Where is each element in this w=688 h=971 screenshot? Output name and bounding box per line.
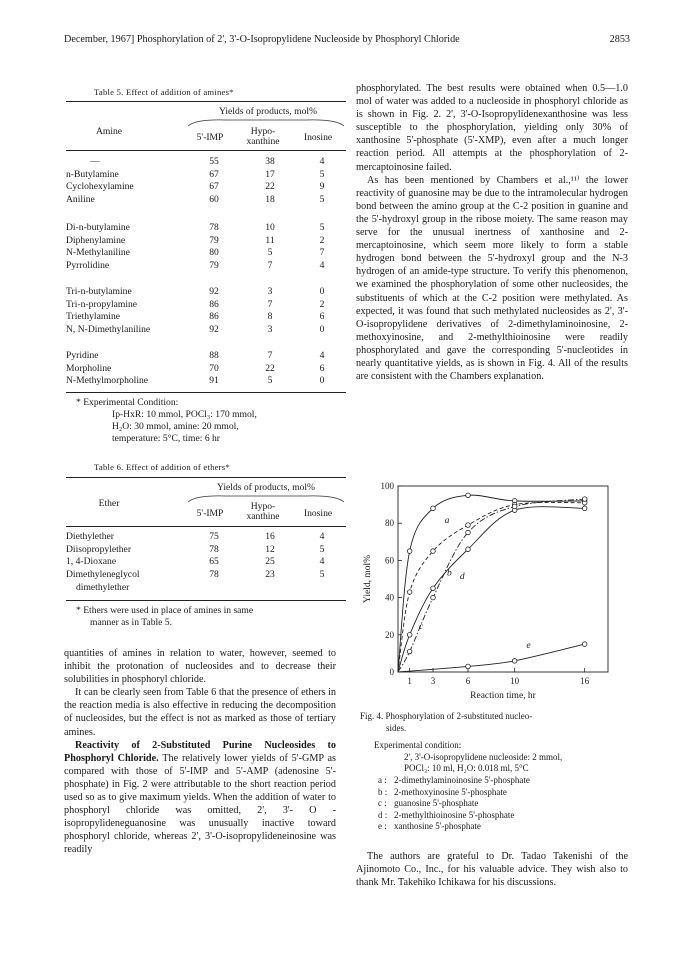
- table5-caption: Table 5. Effect of addition of amines*: [94, 87, 234, 97]
- series-d-point: [407, 649, 412, 654]
- table6-col-ether: Ether: [98, 498, 120, 509]
- acknowledgement: The authors are grateful to Dr. Tadao Takenishi of the Ajinomoto Co., Inc., for his valuable advice. They wish also to thank Mr. Takehiko Ichikawa for his discussions.: [356, 851, 628, 889]
- y-tick-label: 60: [385, 555, 394, 566]
- series-d-point: [512, 504, 517, 509]
- series-d-point: [431, 595, 436, 600]
- table-row: Diphenylamine 79 11 2: [66, 234, 325, 246]
- y-axis-label: Yield, mol%: [363, 554, 373, 604]
- table-row: 1, 4-Dioxane 65 25 4: [66, 556, 325, 568]
- table-row: Di-n-butylamine 78 10 5: [66, 222, 325, 233]
- exp-line-2: POCl₃: 10 ml, H₂O: 0.018 ml, 5°C: [404, 763, 529, 774]
- table5-col-amine: Amine: [95, 126, 123, 137]
- series-b-point: [466, 523, 471, 528]
- series-a-label: a: [444, 516, 450, 527]
- table6-col-inosine: Inosine: [303, 508, 333, 519]
- table6-note-2: manner as in Table 5.: [90, 617, 173, 628]
- table-row: Tri-n-butylamine 92 3 0: [66, 286, 325, 297]
- figure-caption-line-2: sides.: [386, 722, 407, 733]
- left-paragraph-3: Reactivity of 2-Substituted Purine Nucleosides to Phosphoryl Chloride. The relatively lower yields of 5'-GMP as compared with those of 5'-IMP and 5'-AMP (adenosine 5'-phosphate) in Fig. 2 were attributable to the short reaction period used so as to give maximum yields. When the addition of water to phosphoryl chloride was omitted, 2', 3'- O -isopropylideneguanosine was unusually inactive toward phosphoryl chloride, whereas 2', 3'-O-isopropylideneinosine was readily: [64, 739, 336, 856]
- table-row: Dimethyleneglycol 78 23 5: [66, 568, 325, 580]
- series-e-point: [466, 664, 471, 669]
- table-row: dimethylether: [76, 581, 130, 593]
- legend-item: c : guanosine 5'-phosphate: [378, 798, 479, 809]
- left-body-text: [64, 647, 336, 857]
- table5-note-3: H₂O: 30 mmol, amine: 20 mmol,: [112, 421, 239, 432]
- legend-item: d : 2-methylthioinosine 5'-phosphate: [378, 809, 515, 820]
- exp-title: Experimental condition:: [374, 740, 462, 750]
- right-paragraph-2: As has been mentioned by Chambers et al.,¹¹⁾ the lower reactivity of guanosine may be due to the intramolecular hydrogen bond between the amino group at the C-2 position in guanine and the 5'-hydroxyl group in the ribose moiety. The same reason may serve for the unusual inertness of xanthosine and 2-mercaptoinosine, which seem more likely to form a stable hydrogen bond between the 5'-hydroxyl group and the N-3 hydrogen of an amide-type structure. To verify this phenomenon, we examined the phosphorylation of some other nucleosides, the substituents of which at the C-2 position were methylated. As expected, it was found that such methylated nucleosides as 2', 3'-O-isopropylidene derivatives of 2-dimethylaminoinosine, 2-methoxyinosine, and 2-methylthioinosine were readily phosphorylated and gave the corresponding 5'-nucleotides in nearly quantitative yields, as is shown in Fig. 4. All of the results are consistent with the Chambers explanation.: [356, 174, 628, 383]
- table-row: N-Methylaniline 80 5 7: [66, 247, 325, 259]
- table6-group-header: Yields of products, mol%: [216, 482, 316, 493]
- table-row: n-Butylamine 67 17 5: [66, 168, 325, 180]
- y-tick-label: 100: [380, 481, 394, 491]
- table6-body: [66, 531, 346, 594]
- table6-bottom-rule: [66, 600, 346, 601]
- series-b-label: b: [447, 568, 452, 579]
- series-e-point: [512, 659, 517, 664]
- table5-col-inosine: Inosine: [303, 132, 333, 143]
- y-tick-label: 80: [385, 518, 394, 529]
- table5-note-4: temperature: 5°C, time: 6 hr: [112, 433, 221, 444]
- series-e-label: e: [526, 640, 531, 651]
- left-paragraph-1: quantities of amines in relation to water, however, seemed to inhibit the protonation of nucleosides and to decrease their solubilities in phosphoryl chloride.: [64, 648, 336, 686]
- plot-frame: [398, 486, 608, 672]
- x-tick-label: 6: [465, 676, 471, 686]
- table-row: Diethylether 75 16 4: [66, 531, 325, 542]
- legend-item: e : xanthosine 5'-phosphate: [378, 821, 481, 832]
- table6-note-1: * Ethers were used in place of amines in same: [76, 605, 254, 616]
- series-d-point: [582, 497, 587, 502]
- table6-col-hypo-1: Hypo-: [250, 501, 276, 512]
- series-c-line: [398, 507, 585, 672]
- exp-line-1: 2', 3'-O-isopropylidene nucleoside: 2 mmol,: [404, 751, 563, 762]
- series-a-line: [398, 495, 585, 672]
- series-c-point: [582, 506, 587, 511]
- series-a-point: [431, 506, 436, 511]
- table5-group-2: [66, 222, 346, 272]
- table5-group-header: Yields of products, mol%: [218, 106, 318, 117]
- table5-col-hypo-1: Hypo-: [250, 126, 276, 137]
- table5-group-4: [66, 350, 346, 388]
- series-a-point: [466, 493, 471, 498]
- page-number: 2853: [609, 34, 630, 45]
- experimental-condition: [374, 740, 632, 775]
- x-tick-label: 3: [430, 676, 436, 686]
- table-row: Pyrrolidine 79 7 4: [66, 259, 325, 271]
- series-b-line: [398, 502, 585, 672]
- series-b-point: [431, 549, 436, 554]
- table5-top-rule: [66, 101, 346, 102]
- series-c-point: [407, 633, 412, 638]
- x-axis-label: Reaction time, hr: [470, 691, 536, 701]
- table5-col-hypo-2: xanthine: [246, 136, 280, 147]
- y-tick-label: 0: [389, 667, 394, 677]
- x-tick-label: 1: [407, 676, 412, 686]
- legend-item: b : 2-methoxyinosine 5'-phosphate: [378, 786, 507, 797]
- table5-group-3: [66, 286, 346, 336]
- table5-header-rule: [66, 150, 346, 151]
- y-tick-label: 20: [385, 629, 394, 640]
- series-e-point: [582, 642, 587, 647]
- series-b-point: [407, 590, 412, 595]
- table-row: — 55 38 4: [90, 156, 325, 167]
- table-row: Aniline 60 18 5: [66, 193, 325, 205]
- series-c-label: c: [419, 622, 424, 633]
- x-tick-label: 10: [510, 676, 520, 686]
- figure-caption-line-1: Fig. 4. Phosphorylation of 2-substituted nucleo-: [360, 711, 533, 721]
- legend-item: a : 2-dimethylaminoinosine 5'-phosphate: [378, 775, 530, 785]
- table-row: Diisopropylether 78 12 5: [66, 543, 325, 555]
- right-body-text: [356, 82, 628, 383]
- right-paragraph-1: phosphorylated. The best results were obtained when 0.5—1.0 mol of water was added to a nucleoside in phosphoryl chloride as is shown in Fig. 2. 2', 3'-O-Isopropylidenexanthosine was less susceptible to the phosphorylation, yielding only 30% of xanthosine 5'-phosphate (5'-XMP), even after a much longer reaction period. All attempts at the phosphorylation of 2-mercaptoinosine failed.: [356, 83, 628, 173]
- table5-group-1: [66, 156, 346, 206]
- table-row: Morpholine 70 22 6: [66, 362, 325, 374]
- table6-caption: Table 6. Effect of addition of ethers*: [94, 462, 230, 472]
- table-row: N-Methylmorpholine 91 5 0: [66, 375, 325, 387]
- table6-col-hypo-2: xanthine: [246, 511, 280, 522]
- series-d-label: d: [459, 572, 465, 582]
- table-row: N, N-Dimethylaniline 92 3 0: [66, 323, 325, 335]
- table-row: Triethylamine 86 8 6: [66, 311, 325, 323]
- series-a-point: [407, 549, 412, 554]
- figure-caption: [360, 711, 632, 734]
- table6-top-rule: [66, 477, 346, 478]
- table5-note-2: Ip-HxR: 10 mmol, POCl₃: 170 mmol,: [112, 409, 257, 420]
- series-d-point: [466, 530, 471, 535]
- table-row: Tri-n-propylamine 86 7 2: [66, 298, 325, 310]
- table-row: Pyridine 88 7 4: [66, 350, 325, 361]
- table6-col-imp: 5'-IMP: [196, 508, 224, 519]
- section-heading: Reactivity of 2-Substituted Purine Nucleosides to Phosphoryl Chloride.: [64, 739, 336, 764]
- x-tick-label: 16: [580, 676, 590, 686]
- left-paragraph-2: It can be clearly seen from Table 6 that the presence of ethers in the reaction media is also effective in reducing the decomposition of nucleosides, but the effect is not as marked as those of tertiary amines.: [64, 687, 336, 738]
- series-c-point: [431, 586, 436, 591]
- series-e-line: [398, 644, 585, 672]
- series-c-point: [466, 547, 471, 552]
- header-text: December, 1967] Phosphorylation of 2', 3'-O-Isopropylidene Nucleoside by Phosphoryl Chloride: [64, 34, 460, 45]
- table5-col-imp: 5'-IMP: [196, 132, 224, 143]
- figure-4-chart: [352, 476, 632, 702]
- figure-legend: [378, 775, 632, 833]
- y-tick-label: 40: [385, 592, 394, 603]
- table5-bottom-rule: [66, 392, 346, 393]
- table6-header-rule: [66, 526, 346, 527]
- table-row: Cyclohexylamine 67 22 9: [66, 181, 325, 193]
- table5-note-1: * Experimental Condition:: [76, 397, 179, 408]
